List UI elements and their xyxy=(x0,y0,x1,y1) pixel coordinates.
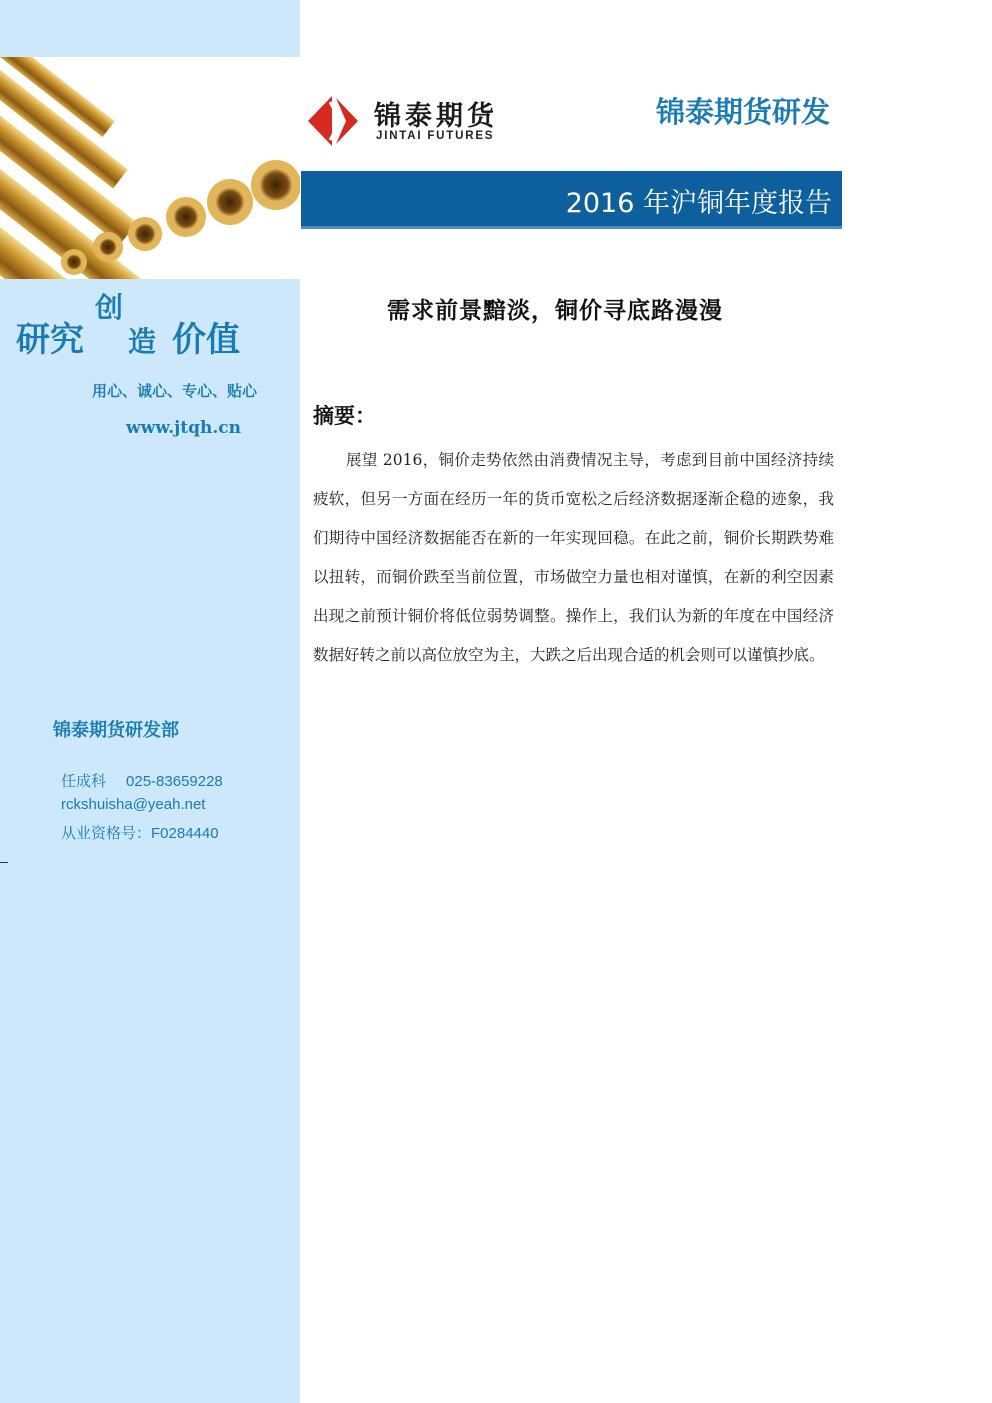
logo-english-text: JINTAI FUTURES xyxy=(376,130,495,142)
website-link[interactable]: www.jtqh.cn xyxy=(126,418,241,438)
abstract-label: 摘要： xyxy=(313,403,376,428)
brand-title: 锦泰期货研发 xyxy=(656,95,831,129)
report-title: 2016 年沪铜年度报告 xyxy=(565,188,832,219)
logo-mark-icon xyxy=(308,96,364,146)
contact-phone: 025-83659228 xyxy=(126,773,223,790)
slogan-part-1: 研究 xyxy=(16,320,84,360)
slogan-part-3: 造 xyxy=(128,325,157,358)
motto: 用心、诚心、专心、贴心 xyxy=(92,382,258,400)
logo-chinese-text: 锦泰期货 xyxy=(374,101,498,132)
copper-pipes-image xyxy=(0,57,300,279)
sidebar xyxy=(0,0,300,1403)
department-name: 锦泰期货研发部 xyxy=(53,720,179,741)
report-banner xyxy=(301,171,842,229)
contact-email[interactable]: rckshuisha@yeah.net xyxy=(61,796,206,813)
contact-license: 从业资格号：F0284440 xyxy=(61,825,219,842)
company-logo xyxy=(308,94,528,150)
headline: 需求前景黯淡，铜价寻底路漫漫 xyxy=(387,297,723,324)
contact-name: 任成科 xyxy=(61,773,107,790)
abstract-body: 展望 2016，铜价走势依然由消费情况主导，考虑到目前中国经济持续疲软，但另一方面在经历一年的货币宽松之后经济数据逐渐企稳的迹象，我们期待中国经济数据能否在新的一年实现回稳。在此之前，铜价长期跌势难以扭转，而铜价跌至当前位置，市场做空力量也相对谨慎，在新的利空因素出现之前预计铜价将低位弱势调整。操作上，我们认为新的年度在中国经济数据好转之前以高位放空为主，大跌之后出现合适的机会则可以谨慎抄底。 xyxy=(313,451,834,664)
margin-mark xyxy=(0,862,8,863)
contact-name-phone xyxy=(61,770,223,791)
slogan-part-2: 创 xyxy=(95,291,124,324)
slogan-part-4: 价值 xyxy=(172,320,240,360)
